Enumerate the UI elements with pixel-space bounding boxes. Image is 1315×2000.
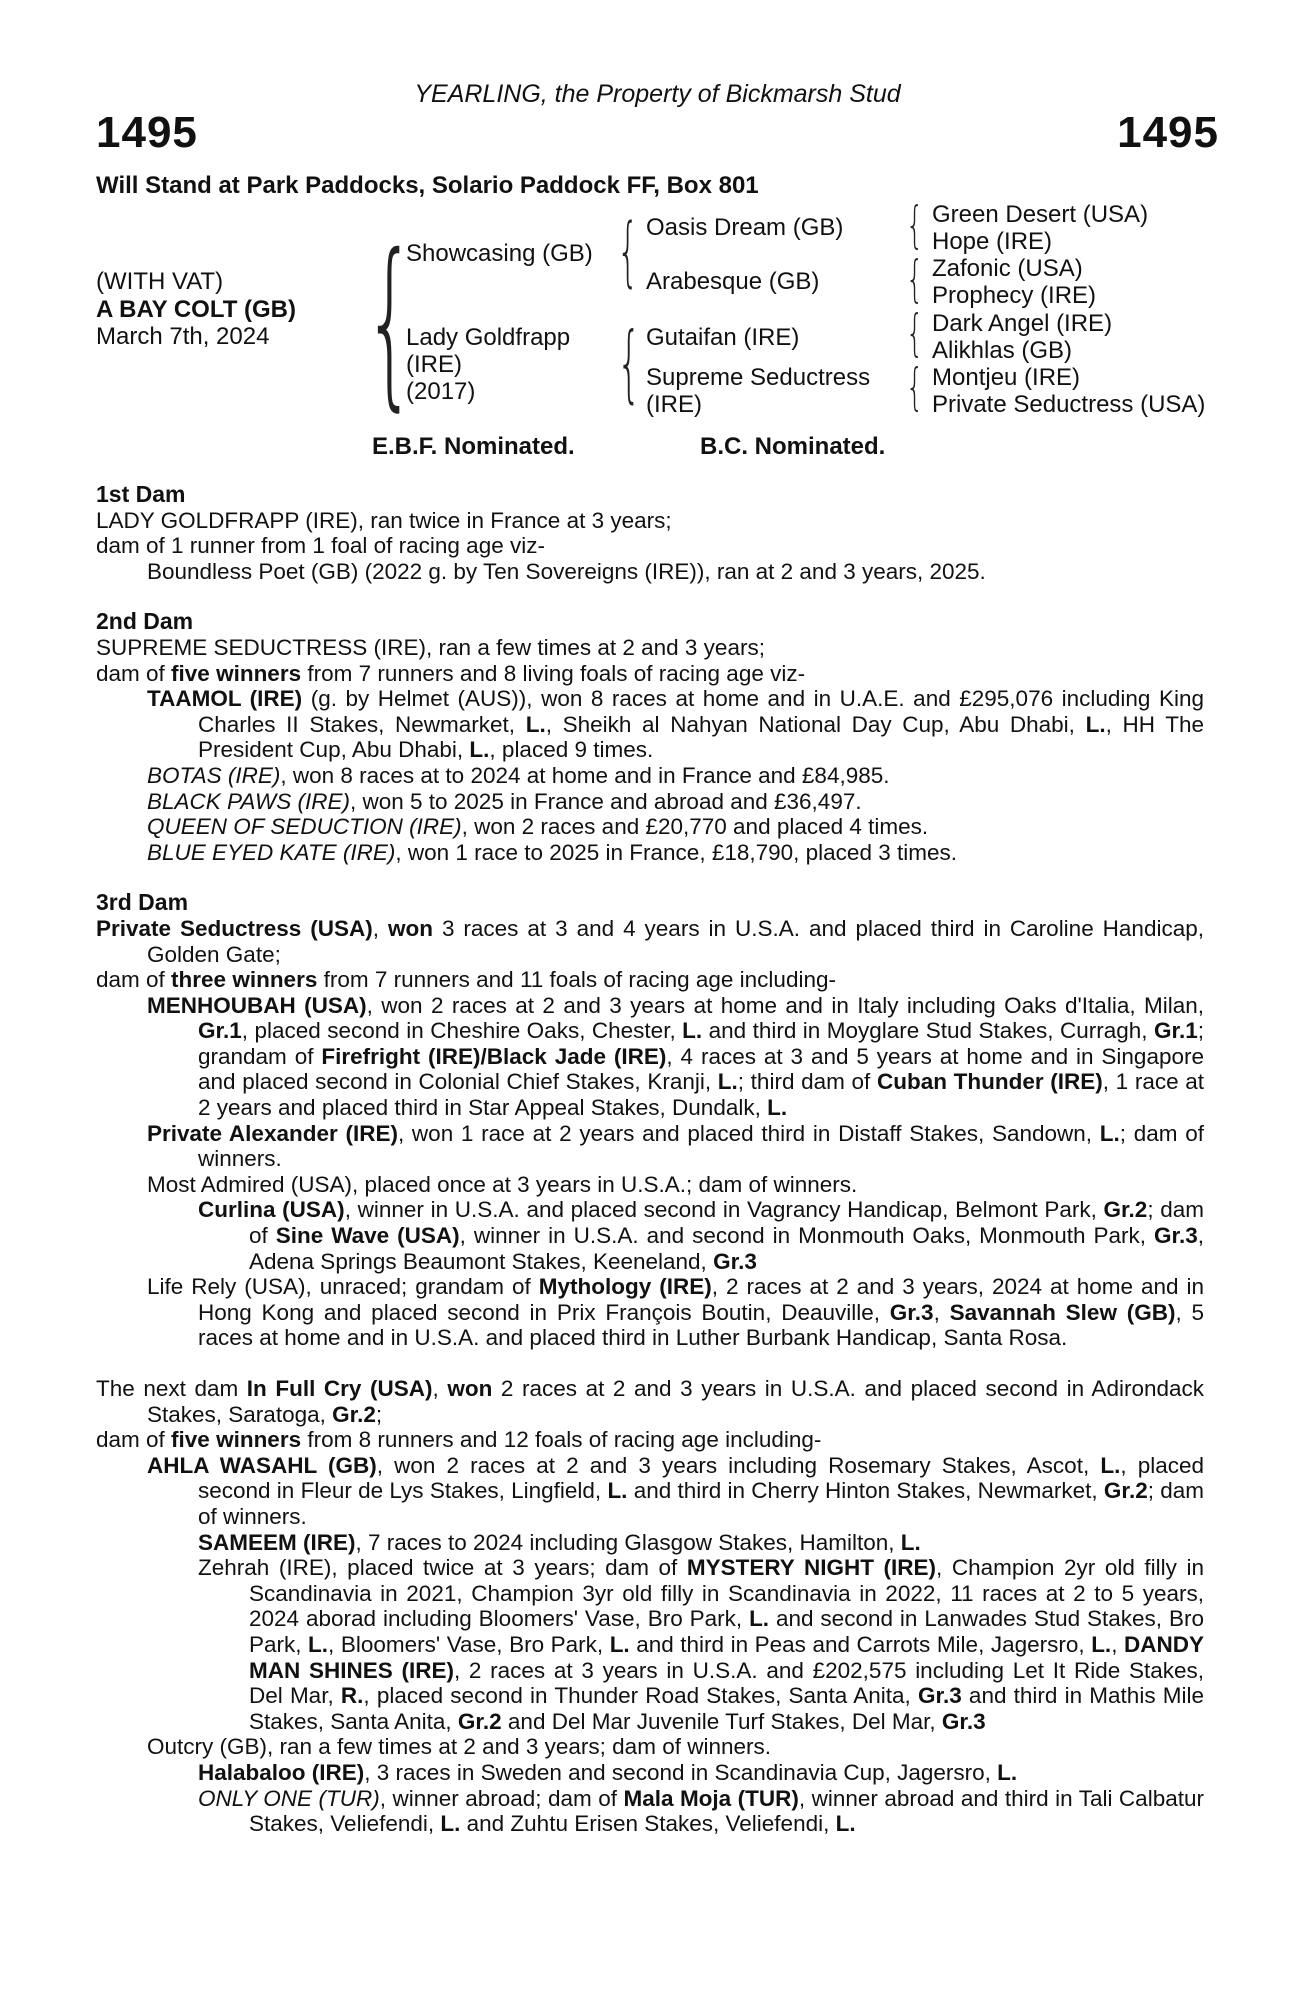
first-dam-line1: LADY GOLDFRAPP (IRE), ran twice in France at 3 years; bbox=[96, 507, 672, 533]
next-dam-produce-line: dam of five winners from 8 runners and 12 foals of racing age including- bbox=[96, 1427, 822, 1453]
dd-dam: Private Seductress (USA) bbox=[932, 391, 1206, 418]
ds-dam: Alikhlas (GB) bbox=[932, 337, 1073, 364]
third-dam-produce-line: dam of three winners from 7 runners and 11 foals of racing age including- bbox=[96, 967, 836, 993]
sire-sire: Oasis Dream (GB) bbox=[646, 214, 844, 241]
second-dam-line1: SUPREME SEDUCTRESS (IRE), ran a few times at 2 and 3 years; bbox=[96, 634, 765, 660]
foaling-date: March 7th, 2024 bbox=[96, 323, 270, 350]
bc-nominated: B.C. Nominated. bbox=[700, 433, 886, 460]
private-seductress-entry: Private Seductress (USA), won 3 races at 3 and 4 years in U.S.A. and placed third in Caroline Handicap, Golden Gate; bbox=[96, 915, 1204, 967]
only-one-entry: ONLY ONE (TUR), winner abroad; dam of Mala Moja (TUR), winner abroad and third in Tali Calbatur Stakes, Veliefendi, L. and Zuhtu Erisen Stakes, Veliefendi, L. bbox=[198, 1785, 1204, 1837]
sire-dam: Arabesque (GB) bbox=[646, 268, 820, 295]
ss-dam: Hope (IRE) bbox=[932, 228, 1053, 255]
queen-entry: QUEEN OF SEDUCTION (IRE), won 2 races and £20,770 and placed 4 times. bbox=[147, 814, 929, 840]
sd-dam: Prophecy (IRE) bbox=[932, 282, 1097, 309]
catalogue-body bbox=[96, 482, 1204, 1837]
gen3-brace-4-icon: { bbox=[906, 358, 924, 416]
in-full-cry-entry: The next dam In Full Cry (USA), won 2 races at 2 and 3 years in U.S.A. and placed second in Adirondack Stakes, Saratoga, Gr.2; bbox=[96, 1376, 1204, 1427]
second-dam-heading: 2nd Dam bbox=[96, 608, 194, 635]
most-admired-entry: Most Admired (USA), placed once at 3 years in U.S.A.; dam of winners. bbox=[147, 1171, 858, 1197]
lot-number-left: 1495 bbox=[96, 108, 198, 157]
menhoubah-entry: MENHOUBAH (USA), won 2 races at 2 and 3 years at home and in Italy including Oaks d'Italia, Milan, Gr.1, placed second in Cheshire Oaks, Chester, L. and third in Moyglare Stud Stakes, Curragh, Gr.1; grandam of Firefright (IRE)/Black Jade (IRE), 4 races at 3 and 5 years at home and in Singapore and placed second in Colonial Chief Stakes, Kranji, L.; third dam of Cuban Thunder (IRE), 1 race at 2 years and placed third in Star Appeal Stakes, Dundalk, L. bbox=[147, 992, 1205, 1121]
stabling-location: Will Stand at Park Paddocks, Solario Paddock FF, Box 801 bbox=[96, 172, 759, 199]
first-dam-produce: Boundless Poet (GB) (2022 g. by Ten Sovereigns (IRE)), ran at 2 and 3 years, 2025. bbox=[147, 558, 986, 584]
page-subtitle: YEARLING, the Property of Bickmarsh Stud bbox=[414, 80, 901, 108]
gen3-brace-1-icon: { bbox=[906, 196, 924, 254]
gen3-brace-3-icon: { bbox=[906, 304, 924, 362]
dam-line1: Lady Goldfrapp bbox=[406, 324, 571, 351]
taamol-entry: TAAMOL (IRE) (g. by Helmet (AUS)), won 8 races at home and in U.A.E. and £295,076 including King Charles II Stakes, Newmarket, L., Sheikh al Nahyan National Day Cup, Abu Dhabi, L., HH The President Cup, Abu Dhabi, L., placed 9 times. bbox=[147, 686, 1205, 763]
dam-brace-icon: { bbox=[617, 314, 642, 412]
pedigree-brace-icon: { bbox=[364, 215, 417, 427]
life-rely-entry: Life Rely (USA), unraced; grandam of Mythology (IRE), 2 races at 2 and 3 years, 2024 at home and in Hong Kong and placed second in Prix François Boutin, Deauville, Gr.3, Savannah Slew (GB), 5 races at home and in U.S.A. and placed third in Luther Burbank Handicap, Santa Rosa. bbox=[147, 1274, 1204, 1351]
curlina-entry: Curlina (USA), winner in U.S.A. and placed second in Vagrancy Handicap, Belmont Park, Gr.2; dam of Sine Wave (USA), winner in U.S.A. and second in Monmouth Oaks, Monmouth Park, Gr.3, Adena Springs Beaumont Stakes, Keeneland, Gr.3 bbox=[198, 1197, 1205, 1274]
first-dam-line2: dam of 1 runner from 1 foal of racing age viz- bbox=[96, 533, 545, 559]
dam-dam-line2: (IRE) bbox=[646, 391, 702, 418]
vat-note: (WITH VAT) bbox=[96, 268, 224, 295]
sd-sire: Zafonic (USA) bbox=[932, 255, 1083, 282]
first-dam-heading: 1st Dam bbox=[96, 481, 186, 507]
private-alexander-entry: Private Alexander (IRE), won 1 race at 2 years and placed third in Distaff Stakes, Sandown, L.; dam of winners. bbox=[147, 1120, 1204, 1172]
lot-number-right: 1495 bbox=[1117, 108, 1219, 157]
black-paws-entry: BLACK PAWS (IRE), won 5 to 2025 in France and abroad and £36,497. bbox=[147, 788, 862, 814]
gen3-brace-2-icon: { bbox=[906, 250, 924, 308]
lot-name: A BAY COLT (GB) bbox=[96, 296, 297, 323]
ebf-nominated: E.B.F. Nominated. bbox=[372, 433, 575, 460]
ss-sire: Green Desert (USA) bbox=[932, 201, 1149, 228]
dd-sire: Montjeu (IRE) bbox=[932, 364, 1081, 391]
sire-brace-icon: { bbox=[617, 206, 639, 295]
dam-line2: (IRE) bbox=[406, 351, 462, 378]
dam-sire: Gutaifan (IRE) bbox=[646, 324, 800, 351]
outcry-entry: Outcry (GB), ran a few times at 2 and 3 years; dam of winners. bbox=[147, 1734, 771, 1760]
ds-sire: Dark Angel (IRE) bbox=[932, 310, 1113, 337]
dam-dam-line1: Supreme Seductress bbox=[646, 364, 871, 391]
halabaloo-entry: Halabaloo (IRE), 3 races in Sweden and second in Scandinavia Cup, Jagersro, L. bbox=[198, 1759, 1018, 1785]
zehrah-entry: Zehrah (IRE), placed twice at 3 years; dam of MYSTERY NIGHT (IRE), Champion 2yr old filly in Scandinavia in 2021, Champion 3yr old filly in Scandinavia in 2022, 11 races at 2 to 5 years, 2024 aborad including Bloomers' Vase, Bro Park, L. and second in Lanwades Stud Stakes, Bro Park, L., Bloomers' Vase, Bro Park, L. and third in Peas and Carrots Mile, Jagersro, L., DANDY MAN SHINES (IRE), 2 races at 3 years in U.S.A. and £202,575 including Let It Ride Stakes, Del Mar, R., placed second in Thunder Road Stakes, Santa Anita, Gr.3 and third in Mathis Mile Stakes, Santa Anita, Gr.2 and Del Mar Juvenile Turf Stakes, Del Mar, Gr.3 bbox=[198, 1555, 1205, 1734]
dam-line3: (2017) bbox=[406, 378, 476, 405]
second-dam-line2: dam of five winners from 7 runners and 8 living foals of racing age viz- bbox=[96, 660, 806, 686]
sire: Showcasing (GB) bbox=[406, 240, 593, 267]
ahla-wasahl-entry: AHLA WASAHL (GB), won 2 races at 2 and 3 years including Rosemary Stakes, Ascot, L., placed second in Fleur de Lys Stakes, Lingfield, L. and third in Cherry Hinton Stakes, Newmarket, Gr.2; dam of winners. bbox=[147, 1452, 1204, 1529]
third-dam-heading: 3rd Dam bbox=[96, 889, 189, 916]
botas-entry: BOTAS (IRE), won 8 races at to 2024 at home and in France and £84,985. bbox=[147, 762, 890, 788]
sameem-entry: SAMEEM (IRE), 7 races to 2024 including Glasgow Stakes, Hamilton, L. bbox=[198, 1529, 921, 1555]
blue-eyed-kate-entry: BLUE EYED KATE (IRE), won 1 race to 2025 in France, £18,790, placed 3 times. bbox=[147, 839, 957, 865]
